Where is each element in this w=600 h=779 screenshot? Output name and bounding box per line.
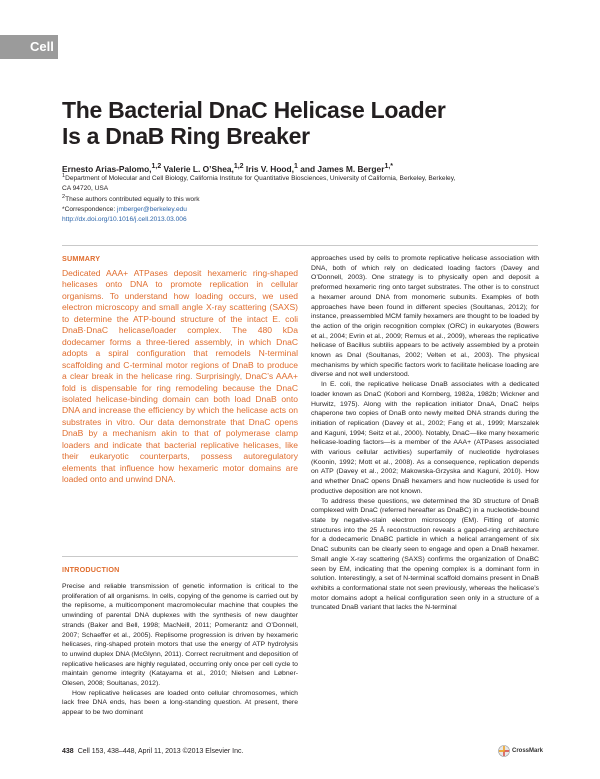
page-footer (62, 748, 243, 755)
author-1: Ernesto Arias-Palomo, (62, 163, 152, 174)
author-4-sup: 1,* (384, 163, 394, 170)
affil-2-sup: 2 (62, 194, 66, 201)
author-2: Valerie L. O’Shea, (161, 163, 234, 174)
affil-1-cont: CA 94720, USA (62, 184, 109, 192)
title-line-1: The Bacterial DnaC Helicase Loader (62, 97, 446, 123)
journal-name: Cell (30, 39, 54, 54)
intro-paragraph-1: Precise and reliable transmission of genetic information is critical to the proliferation of all organisms. In cells, copying of the genome is carried out by the replisome, a multicomponent macromolecular machine that couples the unwinding of parental DNA duplexes with the synthesis of new daughter strands (Baker and Bell, 1998; MacNeill, 2011; Pomerantz and O’Donnell, 2007; Schaeffer et al., 2005). Replisome progression is driven by hexameric helicases, ring-shaped protein motors that use the energy of ATP hydrolysis to unwind duplex DNA (McGlynn, 2011). Correct recruitment and deposition of replicative helicases are highly regulated, occurring only once per cell cycle to maintain genome integrity (Katayama et al., 2010; Nielsen and Løbner-Olesen, 2008; Soultanas, 2012). (62, 583, 298, 688)
correspondence-label: *Correspondence: (62, 206, 117, 214)
affil-1-sup: 1 (62, 173, 66, 179)
footer-citation: Cell 153, 438–448, April 11, 2013 ©2013 Elsevier Inc. (77, 748, 244, 755)
summary-heading: SUMMARY (62, 254, 101, 263)
author-3-sup: 1 (294, 163, 298, 170)
introduction-heading: INTRODUCTION (62, 565, 120, 574)
author-3: Iris V. Hood, (243, 163, 294, 174)
crossmark-label: CrossMark (512, 748, 544, 754)
author-4: and James M. Berger (297, 163, 385, 174)
crossmark-icon (498, 745, 510, 757)
affil-1: Department of Molecular and Cell Biology, California Institute for Quantitative Biosciences, University of California, Berkeley, Berkeley, (65, 175, 456, 183)
doi-link[interactable]: http://dx.doi.org/10.1016/j.cell.2013.03.006 (62, 215, 187, 223)
crossmark-badge[interactable] (498, 745, 543, 757)
page-title (62, 97, 542, 149)
right-column-body (311, 254, 539, 613)
right-paragraph-3: To address these questions, we determined the 3D structure of DnaB complexed with DnaC (referred hereafter as DnaBC) in a nucleotide-bound state by negative-stain electron microscopy (EM). Fitting of atomic structures into the 25 Å reconstruction reveals a gapped-ring architecture for a dodecameric DnaBC particle in which a helical arrangement of six DnaC subunits can be clearly seen to engage and open a DnaB hexamer. Small angle X-ray scattering (SAXS) confirms the organization of DnaBC seen by EM, indicating that the opening complex is a dominant form in solution. Interestingly, a set of N-terminal scaffold domains present in DnaB exhibits a conformational state not seen previously, whereas the helicase’s motor domains adopt a helical configuration seen only in a structure of a truncated DnaB variant that lacks the N-terminal (311, 497, 539, 612)
author-2-sup: 1,2 (233, 163, 244, 170)
divider (62, 245, 538, 246)
title-line-2: Is a DnaB Ring Breaker (62, 123, 310, 149)
summary-text: Dedicated AAA+ ATPases deposit hexameric ring-shaped helicases onto DNA to promote replication in cellular organisms. To understand how loading occurs, we used electron microscopy and small angle X-ray scattering (SAXS) to determine the ATP-bound structure of the intact E. coli DnaB·DnaC helicase/loader complex. The 480 kDa dodecamer forms a three-tiered assembly, in which DnaC adopts a spiral configuration that remodels N-terminal scaffolding and C-terminal motor regions of DnaB to produce a clear break in the helicase ring. Surprisingly, DnaC’s AAA+ fold is dispensable for ring remodeling because the DnaC isolated helicase-binding domain can both load DnaB onto DNA and increase the efficiency by which the helicase acts on substrates in vitro. Our data demonstrate that DnaC opens DnaB by a mechanism akin to that of polymerase clamp loaders and indicate that bacterial replicative helicases, like their eukaryotic counterparts, possess autoregulatory elements that influence how hexameric motor domains are loaded onto and unwind DNA. (62, 268, 298, 485)
affil-2: These authors contributed equally to this work (65, 196, 200, 204)
author-1-sup: 1,2 (151, 163, 162, 170)
right-paragraph-1: approaches used by cells to promote replicative helicase association with DNA, both of which rely on dedicated loading factors (Davey and O’Donnell, 2003). One strategy is to physically open and deposit a preformed hexameric ring onto target substrates. The other is to construct a hexamer around DNA from monomeric subunits. Examples of both approaches have been found in different species (Soultanas, 2012); for instance, preassembled MCM family hexamers are thought to be loaded by the action of the origin recognition complex (ORC) in eukaryotes (Bowers et al., 2004; Evrin et al., 2009; Remus et al., 2009), whereas the replicative helicase of Bacillus subtilis appears to be actively assembled by a protein known as DnaI (Soultanas, 2002; Velten et al., 2003). The physical mechanisms by which specific factors work to facilitate helicase loading are diverse and not well understood. (311, 255, 539, 379)
right-paragraph-2: In E. coli, the replicative helicase DnaB associates with a dedicated loader known as DnaC (Kobori and Kornberg, 1982a, 1982b; Wickner and Hurwitz, 1975). Along with the replication initiator DnaA, DnaC helps chaperone two copies of DnaB onto newly melted DNA strands during the initiation of replication (Davey et al., 2002; Fang et al., 1999; Marszalek and Kaguni, 1994; Seitz et al., 2000). Notably, DnaC—like many hexameric helicase-loading factors—is a member of the AAA+ (ATPases associated with various cellular activities) superfamily of nucleotide hydrolases (Koonin, 1992; Mott et al., 2008). As a consequence, replication depends on ATP (Davey et al., 2002; Makowska-Grzyska and Kaguni, 2010). How and whether DnaC opens DnaB hexamers and how nucleotide is used for productive deposition are not known. (311, 381, 539, 495)
journal-tab (0, 35, 58, 59)
introduction-body (62, 582, 298, 718)
page-number: 438 (62, 748, 74, 755)
intro-paragraph-2: How replicative helicases are loaded onto cellular chromosomes, which lack free DNA ends, has been a long-standing question. At present, there appear to be two dominant (62, 689, 298, 717)
divider (62, 556, 298, 557)
correspondence-email-link[interactable]: jmberger@berkeley.edu (116, 206, 187, 214)
affiliations (62, 172, 542, 224)
